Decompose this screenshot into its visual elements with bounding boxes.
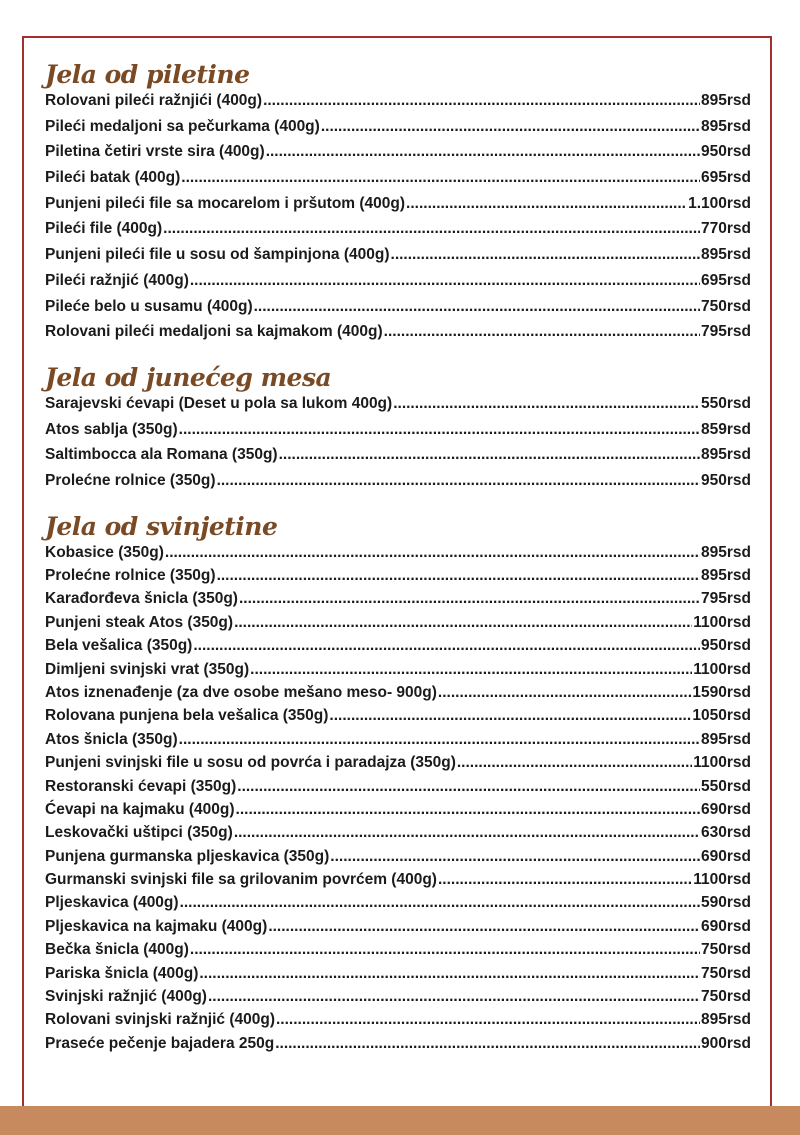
item-name: Atos sablja (350g) bbox=[45, 420, 178, 438]
item-price: 895rsd bbox=[701, 543, 751, 561]
menu-item bbox=[45, 637, 751, 660]
dot-leader bbox=[275, 1035, 700, 1053]
menu-item bbox=[45, 801, 751, 824]
dot-leader bbox=[208, 988, 700, 1006]
dot-leader bbox=[391, 246, 701, 264]
item-price: 750rsd bbox=[701, 941, 751, 959]
item-price: 795rsd bbox=[701, 323, 751, 341]
item-price: 950rsd bbox=[701, 637, 751, 655]
item-price: 895rsd bbox=[701, 1011, 751, 1029]
item-name: Pljeskavica na kajmaku (400g) bbox=[45, 917, 268, 935]
menu-list bbox=[45, 92, 751, 349]
item-price: 950rsd bbox=[701, 143, 751, 161]
dot-leader bbox=[234, 614, 692, 632]
dot-leader bbox=[268, 918, 700, 936]
menu-item bbox=[45, 965, 751, 988]
dot-leader bbox=[190, 941, 700, 959]
dot-leader bbox=[250, 661, 692, 679]
dot-leader bbox=[254, 298, 700, 316]
item-name: Bela vešalica (350g) bbox=[45, 637, 193, 655]
dot-leader bbox=[438, 871, 692, 889]
dot-leader bbox=[393, 395, 700, 413]
item-name: Rolovani pileći medaljoni sa kajmakom (400g) bbox=[45, 323, 383, 341]
item-price: 550rsd bbox=[701, 394, 751, 412]
item-name: Punjena gurmanska pljeskavica (350g) bbox=[45, 847, 330, 865]
item-name: Pileći medaljoni sa pečurkama (400g) bbox=[45, 117, 320, 135]
item-price: 770rsd bbox=[701, 220, 751, 238]
item-name: Atos iznenađenje (za dve osobe mešano meso- 900g) bbox=[45, 683, 437, 701]
item-price: 900rsd bbox=[701, 1034, 751, 1052]
item-name: Rolovani svinjski ražnjić (400g) bbox=[45, 1011, 275, 1029]
menu-item bbox=[45, 731, 751, 754]
menu-item bbox=[45, 118, 751, 144]
item-name: Atos šnicla (350g) bbox=[45, 730, 178, 748]
item-name: Leskovački uštipci (350g) bbox=[45, 824, 233, 842]
item-price: 550rsd bbox=[701, 777, 751, 795]
section-title: Jela od svinjetine bbox=[45, 511, 278, 541]
item-price: 895rsd bbox=[701, 246, 751, 264]
item-price: 895rsd bbox=[701, 730, 751, 748]
item-price: 1100rsd bbox=[693, 871, 751, 889]
menu-item bbox=[45, 544, 751, 567]
menu-item bbox=[45, 446, 751, 472]
item-name: Prolećne rolnice (350g) bbox=[45, 567, 216, 585]
menu-item bbox=[45, 472, 751, 498]
menu-item bbox=[45, 195, 751, 221]
menu-item bbox=[45, 323, 751, 349]
menu-item bbox=[45, 1011, 751, 1034]
item-name: Saltimbocca ala Romana (350g) bbox=[45, 446, 278, 464]
menu-item bbox=[45, 871, 751, 894]
section-svinjetina bbox=[45, 510, 751, 1059]
menu-item bbox=[45, 918, 751, 941]
dot-leader bbox=[406, 195, 687, 213]
item-name: Piletina četiri vrste sira (400g) bbox=[45, 143, 265, 161]
menu-item bbox=[45, 246, 751, 272]
item-price: 690rsd bbox=[701, 847, 751, 865]
item-price: 750rsd bbox=[701, 988, 751, 1006]
menu-item bbox=[45, 220, 751, 246]
item-name: Pljeskavica (400g) bbox=[45, 894, 179, 912]
dot-leader bbox=[179, 421, 700, 439]
item-price: 895rsd bbox=[701, 92, 751, 109]
item-price: 690rsd bbox=[701, 800, 751, 818]
menu-item bbox=[45, 143, 751, 169]
item-name: Kobasice (350g) bbox=[45, 543, 164, 561]
item-name: Ćevapi na kajmaku (400g) bbox=[45, 800, 235, 818]
item-price: 895rsd bbox=[701, 567, 751, 585]
dot-leader bbox=[384, 323, 700, 341]
menu-item bbox=[45, 1035, 751, 1058]
dot-leader bbox=[236, 801, 700, 819]
item-price: 1100rsd bbox=[693, 660, 751, 678]
bottom-bar bbox=[0, 1106, 800, 1135]
section-piletina bbox=[45, 58, 751, 349]
dot-leader bbox=[329, 707, 691, 725]
section-title: Jela od piletine bbox=[45, 60, 250, 89]
menu-item bbox=[45, 941, 751, 964]
item-price: 695rsd bbox=[701, 169, 751, 187]
item-price: 630rsd bbox=[701, 824, 751, 842]
dot-leader bbox=[237, 778, 700, 796]
dot-leader bbox=[234, 824, 700, 842]
menu-item bbox=[45, 894, 751, 917]
item-name: Rolovani pileći ražnjići (400g) bbox=[45, 92, 263, 109]
dot-leader bbox=[180, 894, 700, 912]
item-name: Pileći file (400g) bbox=[45, 220, 163, 238]
item-name: Gurmanski svinjski file sa grilovanim povrćem (400g) bbox=[45, 871, 437, 889]
item-name: Praseće pečenje bajadera 250g bbox=[45, 1034, 275, 1052]
item-name: Pileće belo u susamu (400g) bbox=[45, 297, 253, 315]
dot-leader bbox=[217, 567, 700, 585]
item-name: Svinjski ražnjić (400g) bbox=[45, 988, 207, 1006]
dot-leader bbox=[239, 590, 700, 608]
dot-leader bbox=[266, 143, 700, 161]
menu-item bbox=[45, 988, 751, 1011]
item-name: Pileći ražnjić (400g) bbox=[45, 271, 189, 289]
dot-leader bbox=[190, 272, 700, 290]
menu-item bbox=[45, 92, 751, 118]
item-name: Prolećne rolnice (350g) bbox=[45, 471, 216, 489]
item-name: Punjeni steak Atos (350g) bbox=[45, 613, 234, 631]
item-price: 695rsd bbox=[701, 271, 751, 289]
dot-leader bbox=[199, 965, 700, 983]
dot-leader bbox=[457, 754, 692, 772]
dot-leader bbox=[193, 637, 700, 655]
dot-leader bbox=[163, 220, 700, 238]
item-price: 795rsd bbox=[701, 590, 751, 608]
item-name: Dimljeni svinjski vrat (350g) bbox=[45, 660, 250, 678]
item-price: 1100rsd bbox=[693, 613, 751, 631]
item-name: Karađorđeva šnicla (350g) bbox=[45, 590, 238, 608]
menu-item bbox=[45, 567, 751, 590]
dot-leader bbox=[179, 731, 700, 749]
menu-item bbox=[45, 395, 751, 421]
item-price: 895rsd bbox=[701, 446, 751, 464]
item-price: 750rsd bbox=[701, 964, 751, 982]
dot-leader bbox=[181, 169, 700, 187]
item-name: Pileći batak (400g) bbox=[45, 169, 181, 187]
item-price: 750rsd bbox=[701, 297, 751, 315]
dot-leader bbox=[165, 544, 700, 562]
dot-leader bbox=[438, 684, 691, 702]
item-price: 859rsd bbox=[701, 420, 751, 438]
menu-item bbox=[45, 684, 751, 707]
item-name: Rolovana punjena bela vešalica (350g) bbox=[45, 707, 329, 725]
menu-item bbox=[45, 169, 751, 195]
menu-item bbox=[45, 707, 751, 730]
menu-list bbox=[45, 395, 751, 498]
item-name: Sarajevski ćevapi (Deset u pola sa lukom 400g) bbox=[45, 394, 393, 412]
menu-item bbox=[45, 272, 751, 298]
dot-leader bbox=[276, 1011, 700, 1029]
item-name: Punjeni pileći file u sosu od šampinjona (400g) bbox=[45, 246, 390, 264]
item-price: 690rsd bbox=[701, 917, 751, 935]
item-name: Punjeni pileći file sa mocarelom i pršutom (400g) bbox=[45, 194, 406, 212]
item-price: 950rsd bbox=[701, 471, 751, 489]
dot-leader bbox=[263, 92, 700, 110]
menu-content bbox=[45, 58, 751, 1058]
item-price: 895rsd bbox=[701, 117, 751, 135]
item-price: 1.100rsd bbox=[688, 194, 751, 212]
item-price: 1050rsd bbox=[692, 707, 751, 725]
item-name: Restoranski ćevapi (350g) bbox=[45, 777, 237, 795]
item-price: 1100rsd bbox=[693, 754, 751, 772]
dot-leader bbox=[330, 848, 700, 866]
dot-leader bbox=[279, 446, 700, 464]
menu-item bbox=[45, 298, 751, 324]
item-price: 1590rsd bbox=[692, 683, 751, 701]
item-name: Pariska šnicla (400g) bbox=[45, 964, 199, 982]
section-title: Jela od junećeg mesa bbox=[45, 362, 332, 392]
menu-item bbox=[45, 754, 751, 777]
menu-list bbox=[45, 544, 751, 1059]
section-junece-meso bbox=[45, 361, 751, 498]
menu-item bbox=[45, 661, 751, 684]
menu-item bbox=[45, 778, 751, 801]
item-name: Punjeni svinjski file u sosu od povrća i paradajza (350g) bbox=[45, 754, 456, 772]
menu-item bbox=[45, 824, 751, 847]
menu-item bbox=[45, 590, 751, 613]
item-name: Bečka šnicla (400g) bbox=[45, 941, 189, 959]
dot-leader bbox=[321, 118, 700, 136]
menu-item bbox=[45, 848, 751, 871]
menu-item bbox=[45, 614, 751, 637]
menu-item bbox=[45, 421, 751, 447]
item-price: 590rsd bbox=[701, 894, 751, 912]
dot-leader bbox=[217, 472, 700, 490]
